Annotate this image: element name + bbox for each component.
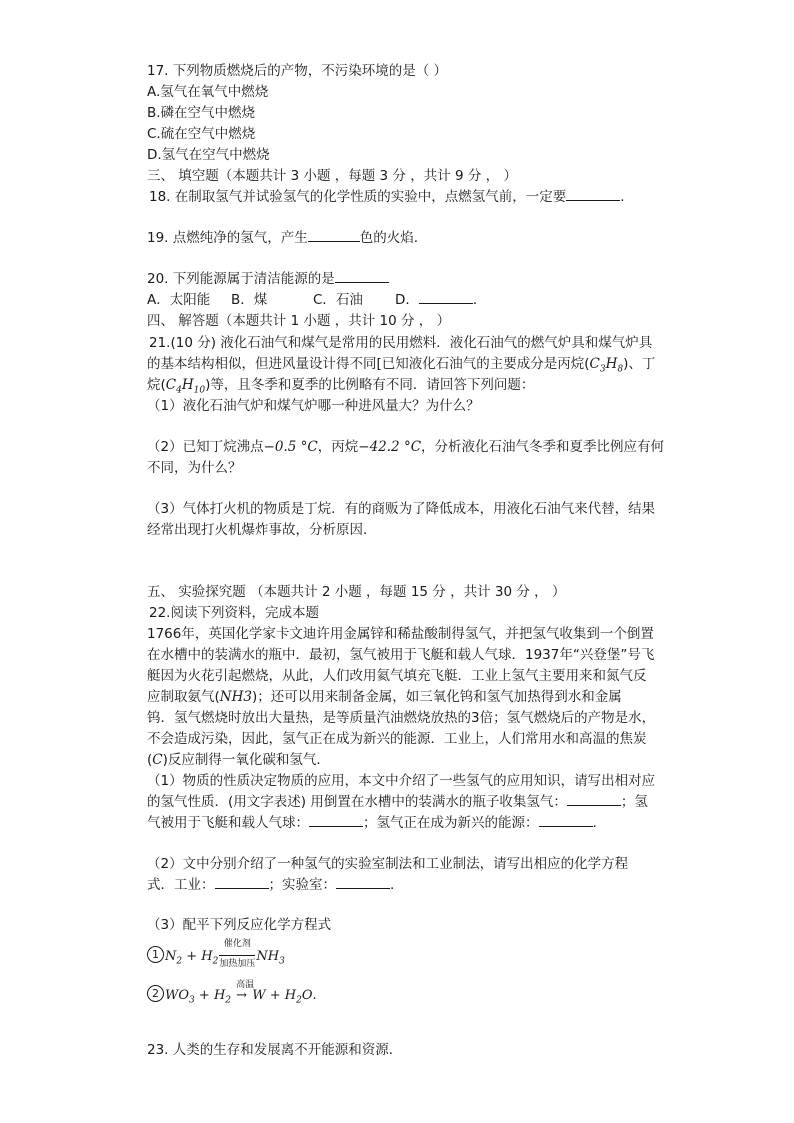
passage-line-4-a: 应制取氨气( bbox=[147, 689, 220, 705]
question-22-sub-2-line-2 bbox=[147, 875, 394, 895]
question-21-sub-2-line-1 bbox=[147, 437, 664, 457]
question-21-line-2-end: )、丁 bbox=[623, 356, 656, 372]
question-17-option-d: D.氢气在空气中燃烧 bbox=[147, 147, 270, 163]
question-22-title: 22.阅读下列资料，完成本题 bbox=[149, 605, 319, 621]
question-17-option-c: C.硫在空气中燃烧 bbox=[147, 126, 256, 142]
question-21-sub-3-line-2: 经常出现打火机爆炸事故，分析原因． bbox=[147, 522, 377, 538]
question-20-option-b: B．煤 bbox=[231, 292, 268, 308]
answer-blank[interactable] bbox=[309, 813, 363, 827]
question-21-sub-1: （1）液化石油气炉和煤气炉哪一种进风量大？为什么？ bbox=[147, 398, 480, 414]
sub-2-line-2-b: ；实验室： bbox=[268, 877, 336, 893]
option-d-label: D． bbox=[395, 292, 419, 308]
sub-2-text-c: ，分析液化石油气冬季和夏季比例应有何 bbox=[421, 439, 665, 455]
section-3-heading: 三、 填空题（本题共计 3 小题 ，每题 3 分 ，共计 9 分 ， ） bbox=[147, 168, 517, 184]
paren-open: ( bbox=[147, 752, 153, 768]
question-21-line-3-start: 烷( bbox=[147, 377, 166, 393]
passage-line-6: 不会造成污染，因此，氢气正在成为新兴的能源．工业上，人们常用水和高温的焦炭 bbox=[147, 731, 647, 747]
answer-blank[interactable] bbox=[335, 269, 389, 283]
passage-line-1: 1766年，英国化学家卡文迪许用金属锌和稀盐酸制得氢气，并把氢气收集到一个倒置 bbox=[147, 626, 654, 642]
answer-blank[interactable] bbox=[308, 228, 360, 242]
question-22-sub-1-line-3 bbox=[147, 813, 597, 833]
butane-boiling-point: −0.5 °C bbox=[263, 439, 318, 455]
sub-2-line-2-a: 式．工业： bbox=[147, 877, 215, 893]
equation-1-number: 1 bbox=[147, 946, 164, 963]
passage-line-3: 艇因为火花引起燃烧，从此，人们改用氦气填充飞艇．工业上氢气主要用来和氮气反 bbox=[147, 668, 647, 684]
question-19-end: 色的火焰. bbox=[359, 230, 419, 246]
question-22-sub-1-line-2 bbox=[147, 792, 648, 812]
equation-1 bbox=[147, 939, 285, 972]
sub-1-line-2-text: 的氢气性质．(用文字表述) 用倒置在水槽中的装满水的瓶子收集氢气： bbox=[147, 794, 567, 810]
question-19-text: 19. 点燃纯净的氢气，产生 bbox=[147, 230, 308, 246]
sub-1-line-3-end: . bbox=[592, 815, 597, 831]
question-21-line-1: 21.(10 分) 液化石油气和煤气是常用的民用燃料．液化石油气的燃气炉具和煤气炉具 bbox=[149, 335, 653, 351]
butane-formula: $C_4H_{10}$ bbox=[165, 377, 206, 396]
answer-blank[interactable] bbox=[215, 875, 269, 889]
question-21-line-3-text: )等，且冬季和夏季的比例略有不同．请回答下列问题： bbox=[205, 377, 535, 393]
question-20-option-a: A．太阳能 bbox=[147, 292, 211, 308]
passage-line-7 bbox=[147, 750, 330, 770]
question-17-option-b: B.磷在空气中燃烧 bbox=[147, 105, 256, 121]
question-21-sub-3-line-1: （3）气体打火机的物质是丁烷．有的商贩为了降低成本，用液化石油气来代替，结果 bbox=[147, 501, 656, 517]
sub-1-line-3-b: ；氢气正在成为新兴的能源： bbox=[363, 815, 539, 831]
passage-line-2: 在水槽中的装满水的瓶中．最初，氢气被用于飞艇和载人气球．1937年“兴登堡”号飞 bbox=[147, 647, 655, 663]
answer-blank[interactable] bbox=[567, 792, 621, 806]
question-20-option-c: C．石油 bbox=[313, 292, 363, 308]
passage-line-4-b: )；还可以用来制备金属，如三氧化钨和氢气加热得到水和金属 bbox=[251, 689, 622, 705]
question-21-sub-2-line-2: 不同，为什么？ bbox=[147, 460, 242, 476]
question-22-sub-3: （3）配平下列反应化学方程式 bbox=[147, 917, 332, 933]
carbon-symbol: C bbox=[152, 752, 163, 768]
answer-blank[interactable] bbox=[419, 290, 473, 304]
question-18-text: 18. 在制取氢气并试验氢气的化学性质的实验中，点燃氢气前，一定要 bbox=[149, 189, 567, 205]
equation-1-body: $N_2 + H_2$ 催化剂 加热加压 $NH_3$ bbox=[165, 939, 285, 969]
section-4-heading: 四、 解答题（本题共计 1 小题 ，共计 10 分 ， ） bbox=[147, 313, 451, 329]
answer-blank[interactable] bbox=[336, 875, 390, 889]
sub-2-line-2-end: . bbox=[390, 877, 395, 893]
question-22-sub-2-line-1: （2）文中分别介绍了一种氢气的实验室制法和工业制法，请写出相应的化学方程 bbox=[147, 856, 629, 872]
passage-line-4 bbox=[147, 687, 622, 707]
question-21-line-2-text: 的基本结构相似，但进风量设计得不同[已知液化石油气的主要成分是丙烷( bbox=[147, 356, 590, 372]
equation-2 bbox=[147, 980, 317, 1011]
propane-boiling-point: −42.2 °C bbox=[358, 439, 422, 455]
equation-2-number: 2 bbox=[147, 985, 164, 1002]
question-18-end: . bbox=[620, 189, 625, 205]
sub-1-line-3-a: 气被用于飞艇和载人气球： bbox=[147, 815, 309, 831]
question-22-sub-1-line-1: （1）物质的性质决定物质的应用，本文中介绍了一些氢气的应用知识，请写出相对应 bbox=[147, 773, 656, 789]
question-17-stem: 17. 下列物质燃烧后的产物，不污染环境的是（ ） bbox=[147, 63, 448, 79]
passage-line-5: 钨．氢气燃烧时放出大量热，是等质量汽油燃烧放热的3倍；氢气燃烧后的产物是水， bbox=[147, 710, 656, 726]
sub-2-text-b: ，丙烷 bbox=[317, 439, 359, 455]
question-20-option-d bbox=[395, 290, 486, 310]
question-18 bbox=[149, 187, 625, 207]
reaction-condition: 催化剂 加热加压 bbox=[219, 939, 256, 969]
equation-2-body: $WO_3 + H_2$ 高温 → $W + H_2O$. bbox=[165, 980, 317, 1006]
sub-2-text-a: （2）已知丁烷沸点 bbox=[147, 439, 264, 455]
sub-1-line-2-end: ；氢 bbox=[620, 794, 648, 810]
section-5-heading: 五、 实验探究题 （本题共计 2 小题 ，每题 15 分 ，共计 30 分 ， ） bbox=[147, 584, 566, 600]
option-d-end: ． bbox=[472, 292, 487, 308]
propane-formula: $C_3H_8$ bbox=[589, 356, 624, 375]
question-17-option-a: A.氢气在氧气中燃烧 bbox=[147, 84, 269, 100]
ammonia-formula: NH3 bbox=[219, 689, 252, 705]
answer-blank[interactable] bbox=[566, 187, 620, 201]
question-23-stem: 23. 人类的生存和发展离不开能源和资源． bbox=[147, 1042, 403, 1058]
passage-line-7-text: )反应制得一氧化碳和氢气． bbox=[162, 752, 330, 768]
answer-blank[interactable] bbox=[539, 813, 593, 827]
question-20-stem bbox=[147, 269, 389, 289]
question-20-text: 20. 下列能源属于清洁能源的是 bbox=[147, 271, 335, 287]
question-19 bbox=[147, 228, 418, 248]
reaction-condition: 高温 → bbox=[236, 980, 255, 1003]
